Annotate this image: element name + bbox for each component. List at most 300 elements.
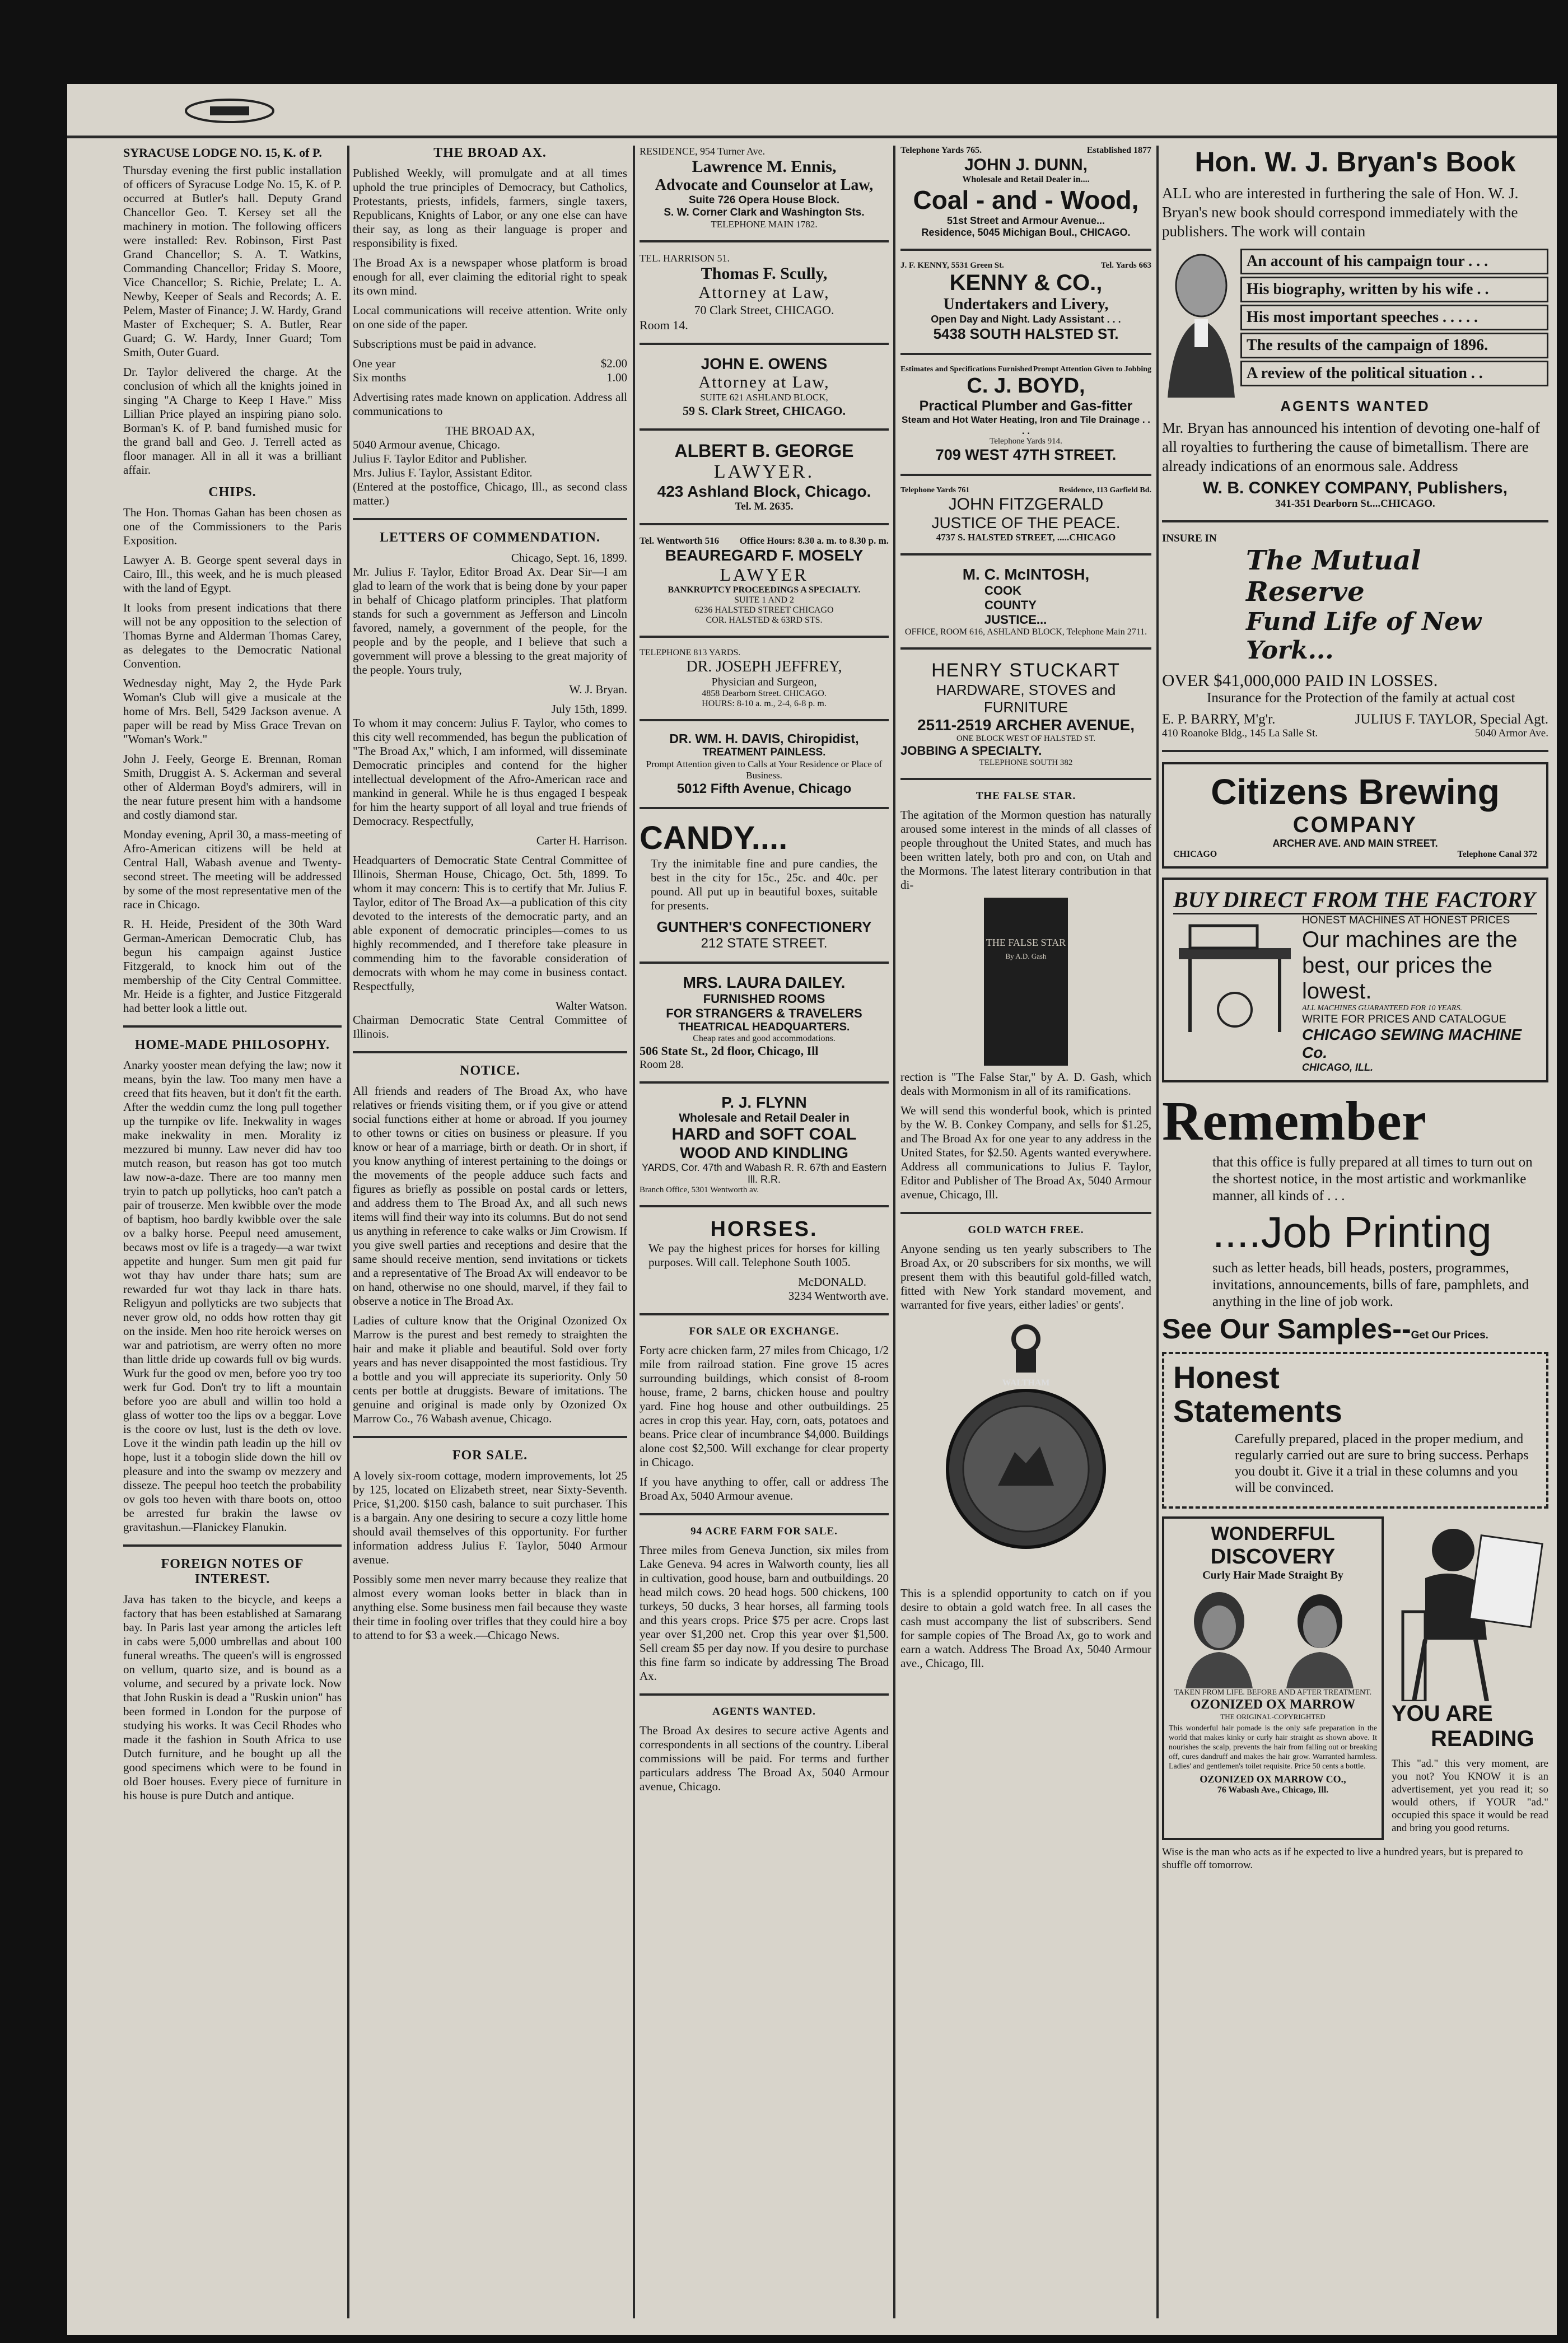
horses-title: HORSES. (710, 1217, 818, 1241)
curly-hair-text: Curly Hair Made Straight By (1202, 1569, 1343, 1581)
flynn-wood: WOOD AND KINDLING (680, 1144, 848, 1161)
george-card (640, 441, 889, 513)
sewing-name: CHICAGO SEWING MACHINE Co. (1302, 1026, 1522, 1061)
column-rule (633, 146, 635, 2318)
top-rule (67, 136, 1557, 138)
rate-label: Six months (353, 371, 407, 384)
kenny-telephone: Tel. Yards 663 (1100, 261, 1151, 270)
column-1 (123, 146, 342, 1808)
section-rule (353, 1436, 627, 1438)
sewing-machine-ad (1162, 878, 1548, 1082)
kenny-address: 5438 SOUTH HALSTED ST. (933, 325, 1119, 342)
ox-marrow-text: This wonderful hair pomade is the only safe preparation in the world that makes kinky or curly hair straight as shown above. It nourishes the scalp, prevents the hair from falling out or breaking off, cures dandruff and makes the hair grow. Warranted harmless. Ladies' and gentlemen's toilet requisite. Price 50 cents a bottle. (1169, 1724, 1377, 1771)
watch-text-2: This is a splendid opportunity to catch on if you desire to obtain a gold watch free. In all cases the cash must accompany the list of subscribers. Send for sample copies of The Broad Ax, go to work and earn a watch. Address The Broad Ax, 5040 Armour ave., Chicago, Ill. (900, 1586, 1151, 1670)
letter-signature: Walter Watson. (555, 999, 627, 1012)
letter-text: To whom it may concern: Julius F. Taylor, who comes to this city well recommended, has begun the publication of "The Broad Ax," which, I am informed, will disseminate Democratic principles and contend for the higher intellectual development of the Afro-American race and mankind in general. While he is thus engaged I bespeak for him the hearty support of all loyal and true friends of Democracy. Respectfully, (353, 716, 627, 828)
section-rule (640, 240, 889, 242)
bryan-list-item: His most important speeches . . . . . (1240, 305, 1548, 330)
dailey-room: Room 28. (640, 1058, 684, 1071)
page-ornament-icon (182, 94, 277, 128)
stuckart-jobbing: JOBBING A SPECIALTY. (900, 744, 1042, 758)
section-rule (900, 353, 1151, 355)
sewing-body (1173, 914, 1537, 1074)
chips-title: CHIPS. (208, 485, 256, 500)
dailey-card (640, 974, 889, 1071)
letter-signer-title: Chairman Democratic State Central Committee of Illinois. (353, 1013, 627, 1040)
jeffrey-hours: HOURS: 8-10 a. m., 2-4, 6-8 p. m. (702, 699, 827, 708)
section-rule (640, 343, 889, 345)
section-rule (640, 1081, 889, 1084)
column-rule (347, 146, 349, 2318)
jeffrey-address: 4858 Dearborn Street. CHICAGO. (702, 689, 827, 698)
letter-signature: W. J. Bryan. (569, 683, 627, 696)
wise-text: Wise is the man who acts as if he expected to live a hundred years, but is prepared to shuffle off tomorrow. (1162, 1846, 1523, 1871)
section-rule (640, 1313, 889, 1315)
sewing-slogan: lowest. (1302, 979, 1372, 1004)
flynn-yards: YARDS, Cor. 47th and Wabash R. R. 67th and Eastern Ill. R.R. (641, 1162, 887, 1185)
boyd-address: 709 WEST 47TH STREET. (935, 446, 1117, 463)
jeffrey-card (640, 648, 889, 709)
davis-name: DR. WM. H. DAVIS, Chiropidist, (669, 731, 859, 746)
fitzgerald-address: 4737 S. HALSTED STREET, .....CHICAGO (936, 532, 1116, 543)
reading-title: READING (1431, 1726, 1534, 1751)
candy-name: GUNTHER'S CONFECTIONERY (656, 918, 872, 935)
foreign-notes-text: Java has taken to the bicycle, and keeps a factory that has been established at Samarang bay. In Paris last year among the articles left in cabs were 5,000 umbrellas and about 100 funeral wreaths. The queen's will is engrossed on vellum, quarto size, and is bound as a volume, and secured by a private lock. Now that John Ruskin is dead a "Ruskin union" has been formed in London for the purpose of studying his works. It was Cecil Rhodes who made it the fashion in South Africa to use Dutch furniture, and he bought up all the good specimens which were to be found in old Boer houses. Every piece of furniture in his house is pure Dutch and antique. (123, 1593, 342, 1802)
chips-item: It looks from present indications that there will not be any opposition to the selection of Thomas Byrne and Alderman Thomas Carey, as delegates to the Democratic National Convention. (123, 601, 342, 670)
lodge-text: Thursday evening the first public installation of officers of Syracuse Lodge No. 15, K. of P. occurred at Butler's hall. Deputy Grand Chancellor Geo. T. Kersey set all the machinery in motion. The following officers were installed: Rev. Robinson, First Past Grand Chancellor; S. A. T. Watkins, Commanding Chancellor; Friday S. Moore, Vice Chancellor; S. Richie, Prelate; L. A. Newby, Keeper of Seals and Records; A. E. Pelem, Master of Finance; J. W. Hardy, Grand Master of Exchequer; S. A. Butler, Rear Guard; G. W. Hardy, Inner Guard; Tom Smith, Outer Guard. (123, 164, 342, 359)
false-star-text-2: rection is "The False Star," by A. D. Gash, which deals with Mormonism in all of its ramifications. (900, 1070, 1151, 1098)
flynn-card (640, 1094, 889, 1195)
farm-title: 94 ACRE FARM FOR SALE. (690, 1525, 838, 1537)
candy-address: 212 STATE STREET. (701, 936, 828, 951)
davis-title: TREATMENT PAINLESS. (702, 746, 826, 758)
section-rule (640, 962, 889, 964)
hair-portraits-icon (1169, 1582, 1370, 1688)
boyd-name: C. J. BOYD, (967, 374, 1085, 398)
mutual-name-2: Fund Life of New York... (1246, 608, 1482, 665)
chips-item: John J. Feely, George E. Brennan, Roman Smith, Druggist A. S. Ackerman and several other of Alderman Boyd's admirers, will in the near future present him with a handsome and costly diamond star. (123, 752, 342, 822)
letter-text: Headquarters of Democratic State Central Committee of Illinois, Sherman House, Chicago, Oct. 5th, 1899. To whom it may concern: This is to certify that Mr. Julius F. Taylor, editor of The Broad Ax—a publication of this city devoted to the interests of the democratic party, and an able exponent of democratic principles—comes to us highly recommended, and I therefore take pleasure in commending him to the favorable consideration of democrats with whom he may come in business contact. Respectfully, (353, 853, 627, 993)
rate-value: 1.00 (606, 371, 627, 384)
mutual-address-2: 5040 Armor Ave. (1474, 727, 1548, 739)
chips-item: The Hon. Thomas Gahan has been chosen as one of the Commissioners to the Paris Exposition. (123, 506, 342, 547)
statements-title: Statements (1173, 1393, 1342, 1429)
section-rule (640, 719, 889, 721)
ennis-title: Advocate and Counselor at Law, (655, 176, 874, 194)
stuckart-block: ONE BLOCK WEST OF HALSTED ST. (956, 734, 1096, 743)
taken-from-life: TAKEN FROM LIFE. BEFORE AND AFTER TREATMENT. (1174, 1688, 1372, 1697)
citizens-telephone: Telephone Canal 372 (1457, 850, 1537, 859)
boyd-title: Practical Plumber and Gas-fitter (919, 398, 1133, 414)
fitzgerald-card (900, 486, 1151, 543)
section-rule (640, 523, 889, 525)
samples-title: See Our Samples-- (1162, 1313, 1411, 1345)
rate-row (353, 357, 627, 371)
dailey-headquarters: THEATRICAL HEADQUARTERS. (678, 1021, 850, 1033)
sewing-text (1296, 914, 1537, 1074)
ennis-telephone: TELEPHONE MAIN 1782. (711, 219, 818, 230)
section-rule (640, 428, 889, 431)
section-rule (1162, 520, 1548, 522)
sewing-write: WRITE FOR PRICES AND CATALOGUE (1302, 1013, 1506, 1025)
citizens-city: CHICAGO (1173, 850, 1217, 859)
mutual-name-1: The Mutual Reserve (1246, 545, 1421, 608)
bryan-text: Mr. Bryan has announced his intention of devoting one-half of all royalties to furthering the cause of bimetallism. There are already indications of an enormous sale. Address (1162, 419, 1540, 474)
kenny-open: Open Day and Night. Lady Assistant . . . (931, 314, 1121, 325)
remember-text: that this office is fully prepared at all times to turn out on the shortest notice, in the most artistic and workmanlike manner, all kinds of . . . (1212, 1155, 1533, 1203)
conkey-address: 341-351 Dearborn St....CHICAGO. (1275, 498, 1435, 510)
horses-name: McDONALD. (798, 1275, 866, 1289)
you-are-title: YOU ARE (1392, 1701, 1493, 1726)
stuckart-title: HARDWARE, STOVES and FURNITURE (936, 682, 1116, 716)
sewing-warranty: ALL MACHINES GUARANTEED FOR 10 YEARS. (1302, 1004, 1462, 1012)
davis-card (640, 731, 889, 797)
chips-item: R. H. Heide, President of the 30th Ward German-American Democratic Club, has begun his campaign against Justice Fitzgerald, to knock him out of the membership of the City Central Committee. Mr. Heide is a fighter, and Justice Fitzgerald had better look a little out. (123, 917, 342, 1015)
section-rule (900, 778, 1151, 780)
boyd-telephone: Telephone Yards 914. (990, 437, 1062, 446)
chips-item: Lawyer A. B. George spent several days in Cairo, Ill., this week, and he is much pleased with the land of Egypt. (123, 553, 342, 595)
bryan-title: Hon. W. J. Bryan's Book (1194, 146, 1516, 178)
column-rule (893, 146, 895, 2318)
sewing-slogan: best, our prices the (1302, 953, 1493, 978)
section-rule (900, 1212, 1151, 1214)
davis-text: Prompt Attention given to Calls at Your Residence or Place of Business. (646, 759, 883, 781)
ox-marrow-name: OZONIZED OX MARROW (1190, 1697, 1356, 1712)
exchange-text-2: If you have anything to offer, call or address The Broad Ax, 5040 Armour avenue. (640, 1475, 889, 1502)
section-rule (900, 249, 1151, 251)
sewing-machine-icon (1173, 914, 1296, 1038)
boyd-estimates: Estimates and Specifications Furnished (900, 365, 1033, 374)
masthead-intro-3: Local communications will receive attention. Write only on one side of the paper. (353, 304, 627, 331)
remember-title: Remember (1162, 1090, 1426, 1152)
letter-date: July 15th, 1899. (551, 702, 627, 716)
mosely-telephone: Tel. Wentworth 516 (640, 535, 720, 546)
mcintosh-cook: COOK (984, 584, 1021, 598)
bryan-list-item: His biography, written by his wife . . (1240, 277, 1548, 302)
masthead-intro-2: The Broad Ax is a newspaper whose platform is broad enough for all, ever claiming the editorial right to speak its own mind. (353, 256, 627, 297)
rate-row (353, 371, 627, 385)
mutual-taylor: JULIUS F. TAYLOR, Special Agt. (1355, 712, 1548, 727)
flynn-name: P. J. FLYNN (721, 1094, 807, 1111)
flynn-branch: Branch Office, 5301 Wentworth av. (640, 1185, 759, 1194)
book-author: By A.D. Gash (1005, 952, 1047, 960)
dailey-rates: Cheap rates and good accommodations. (693, 1034, 836, 1043)
dunn-telephone: Telephone Yards 765. (900, 146, 982, 155)
ox-marrow-ad (1162, 1516, 1384, 1840)
boyd-header (900, 365, 1151, 374)
scully-card (640, 253, 889, 333)
notice-title: NOTICE. (460, 1063, 520, 1078)
owens-suite: SUITE 621 ASHLAND BLOCK, (700, 392, 828, 403)
letter-signature: Carter H. Harrison. (536, 834, 627, 847)
bryan-list-item: The results of the campaign of 1896. (1240, 333, 1548, 358)
sewing-city: CHICAGO, ILL. (1302, 1062, 1373, 1073)
dunn-established: Established 1877 (1086, 146, 1151, 155)
honest-text: Carefully prepared, placed in the proper medium, and regularly carried out are sure to bring success. Perhaps you doubt it. Give it a trial in these columns and you will be convinced. (1235, 1432, 1529, 1495)
stuckart-card (900, 660, 1151, 768)
conkey-name: W. B. CONKEY COMPANY, Publishers, (1203, 479, 1508, 497)
farm-text: Three miles from Geneva Junction, six miles from Lake Geneva. 94 acres in Walworth county, lies all in cultivation, good house, barn and outbuildings. 20 head milch cows. 20 head hogs. 500 chickens, 100 turkeys, 50 ducks, 3 hear horses, all farming tools and this years crops. Price $75 per acre. Crops last year over $1,200 net. Crop this year over $1,500. Sell cream $5 per day now. If you desire to purchase this fine farm so indicate by addressing The Broad Ax. (640, 1543, 889, 1683)
mutual-address-row (1162, 727, 1548, 740)
mcintosh-county: COUNTY (984, 598, 1037, 612)
notice-text: All friends and readers of The Broad Ax, who have relatives or friends visiting them, or if you give or attend social functions either at home or abroad. If you journey to other towns or cities on business or pleasure. If you know or hear of a marriage, birth or death. Or in short, if you know anything of interest pertaining to the doings or the movements of the people adduce such facts and figures as briefly as possible on postal cards or letters, and address them to The Broad Ax, and all such news items will find their way into its columns. But do not send us anything in reference to cake walks or Jim Crowism. If you give swell parties and receptions and desire that the same should receive mention, send invitations or tickets and a representative of The Broad Ax will endeavor to be on hand, otherwise no one should, marvel, if they fail to observe a notice in The Broad Ax. (353, 1084, 627, 1308)
george-name: ALBERT B. GEORGE (674, 441, 854, 461)
mosely-corner: COR. HALSTED & 63RD STS. (706, 615, 823, 625)
section-rule (123, 1025, 342, 1028)
column-4 (900, 146, 1151, 1676)
masthead-intro: Published Weekly, will promulgate and at all times uphold the true principles of Democracy, but Catholics, Protestants, priests, infidels, farmers, single taxers, Republicans, Knights of Labor, or any one else can have their say, as long as their language is proper and responsibility is fixed. (353, 166, 627, 250)
jeffrey-title: Physician and Surgeon, (711, 676, 817, 688)
jeffrey-telephone: TELEPHONE 813 YARDS. (640, 648, 741, 657)
ennis-name: Lawrence M. Ennis, (692, 157, 837, 176)
entered-note: (Entered at the postoffice, Chicago, Ill., as second class matter.) (353, 480, 627, 507)
address-line: 5040 Armour avenue, Chicago. (353, 438, 501, 451)
column-rule (1156, 146, 1159, 2318)
assistant-line: Mrs. Julius F. Taylor, Assistant Editor. (353, 466, 533, 479)
sewing-slogan: Our machines are the (1302, 927, 1518, 952)
newspaper-page (67, 84, 1557, 2335)
dailey-title: FURNISHED ROOMS (703, 992, 825, 1006)
false-star-text: The agitation of the Mormon question has naturally aroused some interest in the minds of all classes of people throughout the United States, and much has been written lately, both pro and con, on Utah and the Mormons. The latest literary contribution in that di- (900, 808, 1151, 892)
subscription-note: Subscriptions must be paid in advance. (353, 337, 536, 351)
philosophy-text: Anarky yooster mean defying the law; now it means, byin the law. Too many men have a creed that fits heaven, but it don't fit the earth. After the weddin cumz the long pull together up the turnpike ov life. Inekwality in wages make inekwality in men. Morality iz mezzured bi munny. Law never did hav too mutch reason, but reason has got too mutch law now-a-daze. There are too manny men tryin to patch up pollyticks, hoo can't patch a pair of trouserze. Men kwibble over the mode of baptism, hoo bardly kwibble over the sale ov a balky horse. Peepul need amusement, becaws most ov life is a tragedy—a war twixt appetite and hunger. Sum men git paid fur wot thay hav under thare hats; sum are rewarded fur wot thay lack in thare hats. Religyun and pollyticks are two subjects that never grow old, no odds how rotten thay git on the inside. Men hoo rite heroick werses on war and patriotism, are werry often no more than little dride up cowards full ov big wurds. Wurk fur the good ov men, before yoo try too werk fur God. Don't try to lift a mountain before yoo are abull and willin too hold a glass of wotter too the lips ov a beggar. Love is the coore ov lust, lust is the deth ov love. Love it the windin path leadin up the hill ov hope, lust it a tobogin slide down the hill ov pleasure and into the swamp ov mezzery and disseze. The peepul hoo teetch the probability ov gols too heven with thare boots on, ottoo be arrested fur brakin the lawse ov gravitashun.—Flanickey Flanukin. (123, 1058, 342, 1534)
citizens-brewing-ad (1162, 762, 1548, 869)
chips-item: Wednesday night, May 2, the Hyde Park Woman's Club will give a musicale at the home of Mrs. Bell, 5429 Jackson avenue. A paper will be read by Miss Grace Trevan on "Woman's Work." (123, 676, 342, 746)
horses-text: We pay the highest prices for horses for killing purposes. Will call. Telephone South 1005. (648, 1241, 880, 1269)
mosely-hours: Office Hours: 8.30 a. m. to 8.30 p. m. (739, 535, 889, 546)
mosely-header (640, 535, 889, 547)
davis-address: 5012 Fifth Avenue, Chicago (676, 781, 852, 796)
dunn-street: 51st Street and Armour Avenue... (946, 215, 1105, 226)
philosophy-title: HOME-MADE PHILOSOPHY. (134, 1038, 330, 1052)
dunn-header (900, 146, 1151, 156)
advertising-text: Advertising rates made known on application. Address all communications to (353, 390, 627, 418)
pocket-watch-icon (942, 1318, 1110, 1586)
mosely-card (640, 535, 889, 626)
mcintosh-justice: JUSTICE... (984, 613, 1047, 627)
false-star-text-3: We will send this wonderful book, which is printed by the W. B. Conkey Company, and sells for $1.25, and The Broad Ax for one year to any address in the United States, for $2.50. Agents wanted everywhere. Address all communications to Julius F. Taylor, Editor and Publisher of The Broad Ax, 5040 Armour avenue, Chicago, Ill. (900, 1104, 1151, 1201)
owens-address: 59 S. Clark Street, CHICAGO. (682, 404, 846, 418)
fitzgerald-header (900, 486, 1151, 495)
column-3 (640, 146, 889, 1799)
flynn-title: Wholesale and Retail Dealer in (679, 1112, 850, 1124)
citizens-company: COMPANY (1292, 813, 1418, 837)
dailey-for: FOR STRANGERS & TRAVELERS (666, 1006, 862, 1020)
section-rule (353, 518, 627, 520)
ennis-address: S. W. Corner Clark and Washington Sts. (664, 207, 865, 218)
section-rule (1162, 750, 1548, 752)
tail-text: Possibly some men never marry because they realize that almost every woman looks better in black than in anything else. Some business men fail because they waste their time in fooling over trifles that they could hire a boy to attend to for $3 a week.—Chicago News. (353, 1572, 627, 1642)
bryan-agents-wanted: AGENTS WANTED (1280, 398, 1430, 414)
honest-title: Honest (1173, 1360, 1280, 1395)
reading-ad (1384, 1516, 1548, 1840)
citizens-name: Citizens Brewing (1211, 772, 1500, 812)
exchange-title: FOR SALE OR EXCHANGE. (689, 1325, 839, 1337)
letter-date: Chicago, Sept. 16, 1899. (511, 551, 627, 564)
candy-title: CANDY.... (640, 820, 788, 856)
horses-address: 3234 Wentworth ave. (788, 1289, 889, 1303)
agents-text: The Broad Ax desires to secure active Agents and correspondents in all sections of the country. Liberal commissions will be paid. For terms and further particulars address The Broad Ax, 5040 Armour avenue, Chicago. (640, 1724, 889, 1793)
boyd-card (900, 365, 1151, 464)
kenny-title: Undertakers and Livery, (943, 296, 1109, 313)
kenny-residence: J. F. KENNY, 5531 Green St. (900, 261, 1004, 270)
george-title: LAWYER. (713, 461, 815, 482)
mutual-paid: OVER $41,000,000 PAID IN LOSSES. (1162, 670, 1438, 690)
masthead-title: THE BROAD AX. (433, 146, 547, 160)
watch-text: Anyone sending us ten yearly subscribers to The Broad Ax, or 20 subscribers for six months, we will present them with this beautiful gold-filled watch, fitted with New York standard movement, and warranted for five years, either ladies' or gents'. (900, 1242, 1151, 1311)
pocket-watch-image (942, 1318, 1110, 1586)
mutual-insure: INSURE IN (1162, 533, 1217, 544)
printing-ad (1162, 1090, 1548, 1345)
samples-subtitle: Get Our Prices. (1411, 1329, 1488, 1341)
watch-title: GOLD WATCH FREE. (968, 1224, 1084, 1236)
editor-line: Julius F. Taylor Editor and Publisher. (353, 452, 527, 465)
scully-room: Room 14. (640, 318, 688, 332)
horses-card (640, 1217, 889, 1303)
bottom-ads-row (1162, 1516, 1548, 1840)
jeffrey-name: DR. JOSEPH JEFFREY, (686, 658, 842, 675)
letters-title: LETTERS OF COMMENDATION. (379, 530, 601, 545)
section-rule (900, 553, 1151, 556)
fitzgerald-telephone: Telephone Yards 761 (900, 486, 970, 494)
section-rule (123, 1544, 342, 1547)
letter-text: Mr. Julius F. Taylor, Editor Broad Ax. Dear Sir—I am glad to learn of the work that is being done by your paper in behalf of Chicago platform principles. That platform stands for such a government as Jefferson and Lincoln favored, namely, a government of the people, for the people and by the people, and I believe that such a government will prove a blessing to the great majority of the people. Yours truly, (353, 565, 627, 676)
bryan-intro: ALL who are interested in furthering the sale of Hon. W. J. Bryan's new book should correspond immediately with the publishers. The work will contain (1162, 185, 1519, 240)
bryan-list-item: An account of his campaign tour . . . (1240, 249, 1548, 274)
owens-title: Attorney at Law, (698, 373, 830, 391)
section-rule (353, 1051, 627, 1053)
lodge-title: SYRACUSE LODGE NO. 15, K. of P. (123, 146, 322, 160)
scully-title: Attorney at Law, (698, 283, 830, 302)
dailey-address: 506 State St., 2d floor, Chicago, Ill (640, 1044, 819, 1058)
kenny-name: KENNY & CO., (949, 270, 1103, 295)
section-rule (640, 1693, 889, 1696)
ennis-residence: RESIDENCE, 954 Turner Ave. (640, 146, 766, 157)
ox-marrow-address: 76 Wabash Ave., Chicago, Ill. (1217, 1785, 1329, 1795)
dunn-card (900, 146, 1151, 239)
mosely-name: BEAUREGARD F. MOSELY (665, 547, 864, 564)
column-5 (1162, 146, 1548, 1877)
mutual-agents-row (1162, 712, 1548, 727)
mutual-reserve-ad (1162, 533, 1548, 740)
mutual-insurance: Insurance for the Protection of the family at actual cost (1207, 690, 1515, 706)
mosely-suite: SUITE 1 AND 2 (734, 595, 795, 605)
owens-card (640, 355, 889, 418)
stuckart-telephone: TELEPHONE SOUTH 382 (979, 758, 1073, 767)
mcintosh-office: OFFICE, ROOM 616, ASHLAND BLOCK, Telephone Main 2711. (904, 627, 1147, 637)
section-rule (640, 1513, 889, 1515)
column-2 (353, 146, 627, 1648)
george-telephone: Tel. M. 2635. (735, 501, 794, 512)
bryan-portrait-icon (1162, 246, 1240, 398)
book-icon (984, 898, 1068, 1066)
rate-label: One year (353, 357, 396, 370)
citizens-footer (1173, 850, 1537, 860)
kenny-header (900, 261, 1151, 270)
citizens-address: ARCHER AVE. AND MAIN STREET. (1272, 838, 1438, 849)
scully-telephone: TEL. HARRISON 51. (640, 253, 730, 264)
job-printing-text: such as letter heads, bill heads, posters, programmes, invitations, announcements, bills of fare, pamphlets, and anything in the line of job work. (1212, 1261, 1529, 1309)
mosely-address: 6236 HALSTED STREET CHICAGO (694, 605, 834, 615)
dailey-name: MRS. LAURA DAILEY. (683, 974, 846, 991)
candy-text: Try the inimitable fine and pure candies, the best in the city for 15c., 25c. and 40c. per pound. All put up in beautiful boxes, suitable for presents. (651, 857, 878, 912)
section-rule (640, 636, 889, 638)
discovery-title: DISCOVERY (1210, 1545, 1336, 1569)
address-name: THE BROAD AX, (445, 424, 535, 437)
samples-row (1162, 1313, 1548, 1345)
ennis-suite: Suite 726 Opera House Block. (688, 194, 840, 206)
dunn-goods: Coal - and - Wood, (913, 185, 1139, 214)
dunn-residence: Residence, 5045 Michigan Boul., CHICAGO. (921, 227, 1131, 238)
stuckart-name: HENRY STUCKART (931, 660, 1121, 681)
rate-value: $2.00 (600, 357, 627, 370)
chips-item: Monday evening, April 30, a mass-meeting of Afro-American citizens will be held at Central Hall, Wabash avenue and Twenty-second street. The meeting will be addressed by some of the most representative men of the race in Chicago. (123, 828, 342, 911)
mutual-address-1: 410 Roanoke Bldg., 145 La Salle St. (1162, 727, 1318, 739)
false-star-title: THE FALSE STAR. (976, 790, 1076, 802)
job-printing-title: ....Job Printing (1212, 1207, 1492, 1257)
stuckart-address: 2511-2519 ARCHER AVENUE, (917, 716, 1135, 734)
fitzgerald-title: JUSTICE OF THE PEACE. (931, 514, 1121, 531)
watch-brand: WALTHAM (1002, 1378, 1050, 1388)
mcintosh-card (900, 566, 1151, 637)
wonderful-title: WONDERFUL (1211, 1523, 1335, 1544)
exchange-text: Forty acre chicken farm, 27 miles from Chicago, 1/2 mile from railroad station. Fine grove 15 acres surrounding buildings, which consist of 8-room house, frame, 2 barns, chicken house and poultry yard. Fine hog house and other outbuildings. 25 acres in crop this year. Hay, corn, oats, potatoes and beans. Price clear of incumbrance $4,000. Buildings alone cost $2,500. Will exchange for clear property in Chicago. (640, 1343, 889, 1469)
mutual-barry: E. P. BARRY, M'g'r. (1162, 712, 1276, 727)
reading-text: This "ad." this very moment, are you not? You KNOW it is an advertisement, yet you read it; so would others, if YOUR "ad." occupied this space it would be read and bring you good returns. (1392, 1758, 1548, 1834)
section-rule (900, 474, 1151, 476)
book-title: THE FALSE STAR (986, 937, 1066, 948)
scully-name: Thomas F. Scully, (701, 264, 828, 283)
man-reading-icon (1392, 1516, 1548, 1701)
agents-title: AGENTS WANTED. (712, 1706, 816, 1717)
mosely-title: LAWYER (720, 564, 809, 585)
bryan-list-row (1162, 246, 1548, 398)
candy-card (640, 819, 889, 951)
bryan-book-ad (1162, 146, 1548, 510)
bryan-list-item: A review of the political situation . . (1240, 361, 1548, 386)
for-sale-title: FOR SALE. (452, 1448, 528, 1463)
ennis-card (640, 146, 889, 230)
section-rule (640, 1205, 889, 1207)
section-rule (900, 647, 1151, 650)
bryan-list (1240, 246, 1548, 398)
mcintosh-name: M. C. McINTOSH, (962, 566, 1090, 583)
foreign-notes-title: FOREIGN NOTES OF INTEREST. (161, 1557, 304, 1586)
owens-name: JOHN E. OWENS (701, 355, 828, 372)
dunn-title: Wholesale and Retail Dealer in.... (962, 175, 1090, 184)
scully-address: 70 Clark Street, CHICAGO. (694, 303, 834, 317)
dunn-name: JOHN J. DUNN, (964, 156, 1088, 174)
mosely-specialty: BANKRUPTCY PROCEEDINGS A SPECIALTY. (668, 585, 861, 595)
section-rule (640, 807, 889, 809)
flynn-goods: HARD and SOFT COAL (671, 1125, 857, 1144)
book-cover-image (900, 898, 1151, 1066)
kenny-card (900, 261, 1151, 343)
boyd-steam: Steam and Hot Water Heating, Iron and Tile Drainage . . . . (902, 414, 1150, 436)
honest-statements-ad (1162, 1352, 1548, 1509)
fitzgerald-name: JOHN FITZGERALD (948, 495, 1104, 514)
boyd-prompt: Prompt Attention Given to Jobbing (1033, 365, 1151, 374)
ladies-text: Ladies of culture know that the Original Ozonized Ox Marrow is the purest and best remedy to straighten the hair and make it pliable and beautiful. Sold over forty years and has never disappointed the most fastidious. Try a bottle and you will appreciate its superiority. Only 50 cents per bottle at druggists. Beware of imitations. The genuine and original is made only by Ozonized Ox Marrow Co., 76 Wabash avenue, Chicago. (353, 1314, 627, 1425)
sewing-honest: HONEST MACHINES AT HONEST PRICES (1302, 914, 1510, 926)
sewing-title: BUY DIRECT FROM THE FACTORY (1173, 886, 1537, 914)
for-sale-text: A lovely six-room cottage, modern improvements, lot 25 by 125, located on Elizabeth street, near Sixty-Seventh. Price, $1,200. $150 cash, balance to suit purchaser. This is a bargain. Any one desiring to secure a cozy little home should avail themselves of this opportunity. For further information address Julius F. Taylor, 5040 Armour avenue. (353, 1469, 627, 1566)
ox-marrow-company: OZONIZED OX MARROW CO., (1200, 1773, 1346, 1785)
fitzgerald-residence: Residence, 113 Garfield Bd. (1058, 486, 1151, 494)
ox-marrow-original: THE ORIGINAL-COPYRIGHTED (1220, 1712, 1326, 1721)
lodge-text-2: Dr. Taylor delivered the charge. At the conclusion of which all the knights joined in singing "A Charge to Keep I Have." Miss Lillian Price played an inspiring piano solo. Borman's K. of P. band furnished music for the grand ball and Geo. J. Terrell acted as floor manager. All in all it was a brilliant affair. (123, 365, 342, 477)
george-address: 423 Ashland Block, Chicago. (657, 483, 871, 500)
